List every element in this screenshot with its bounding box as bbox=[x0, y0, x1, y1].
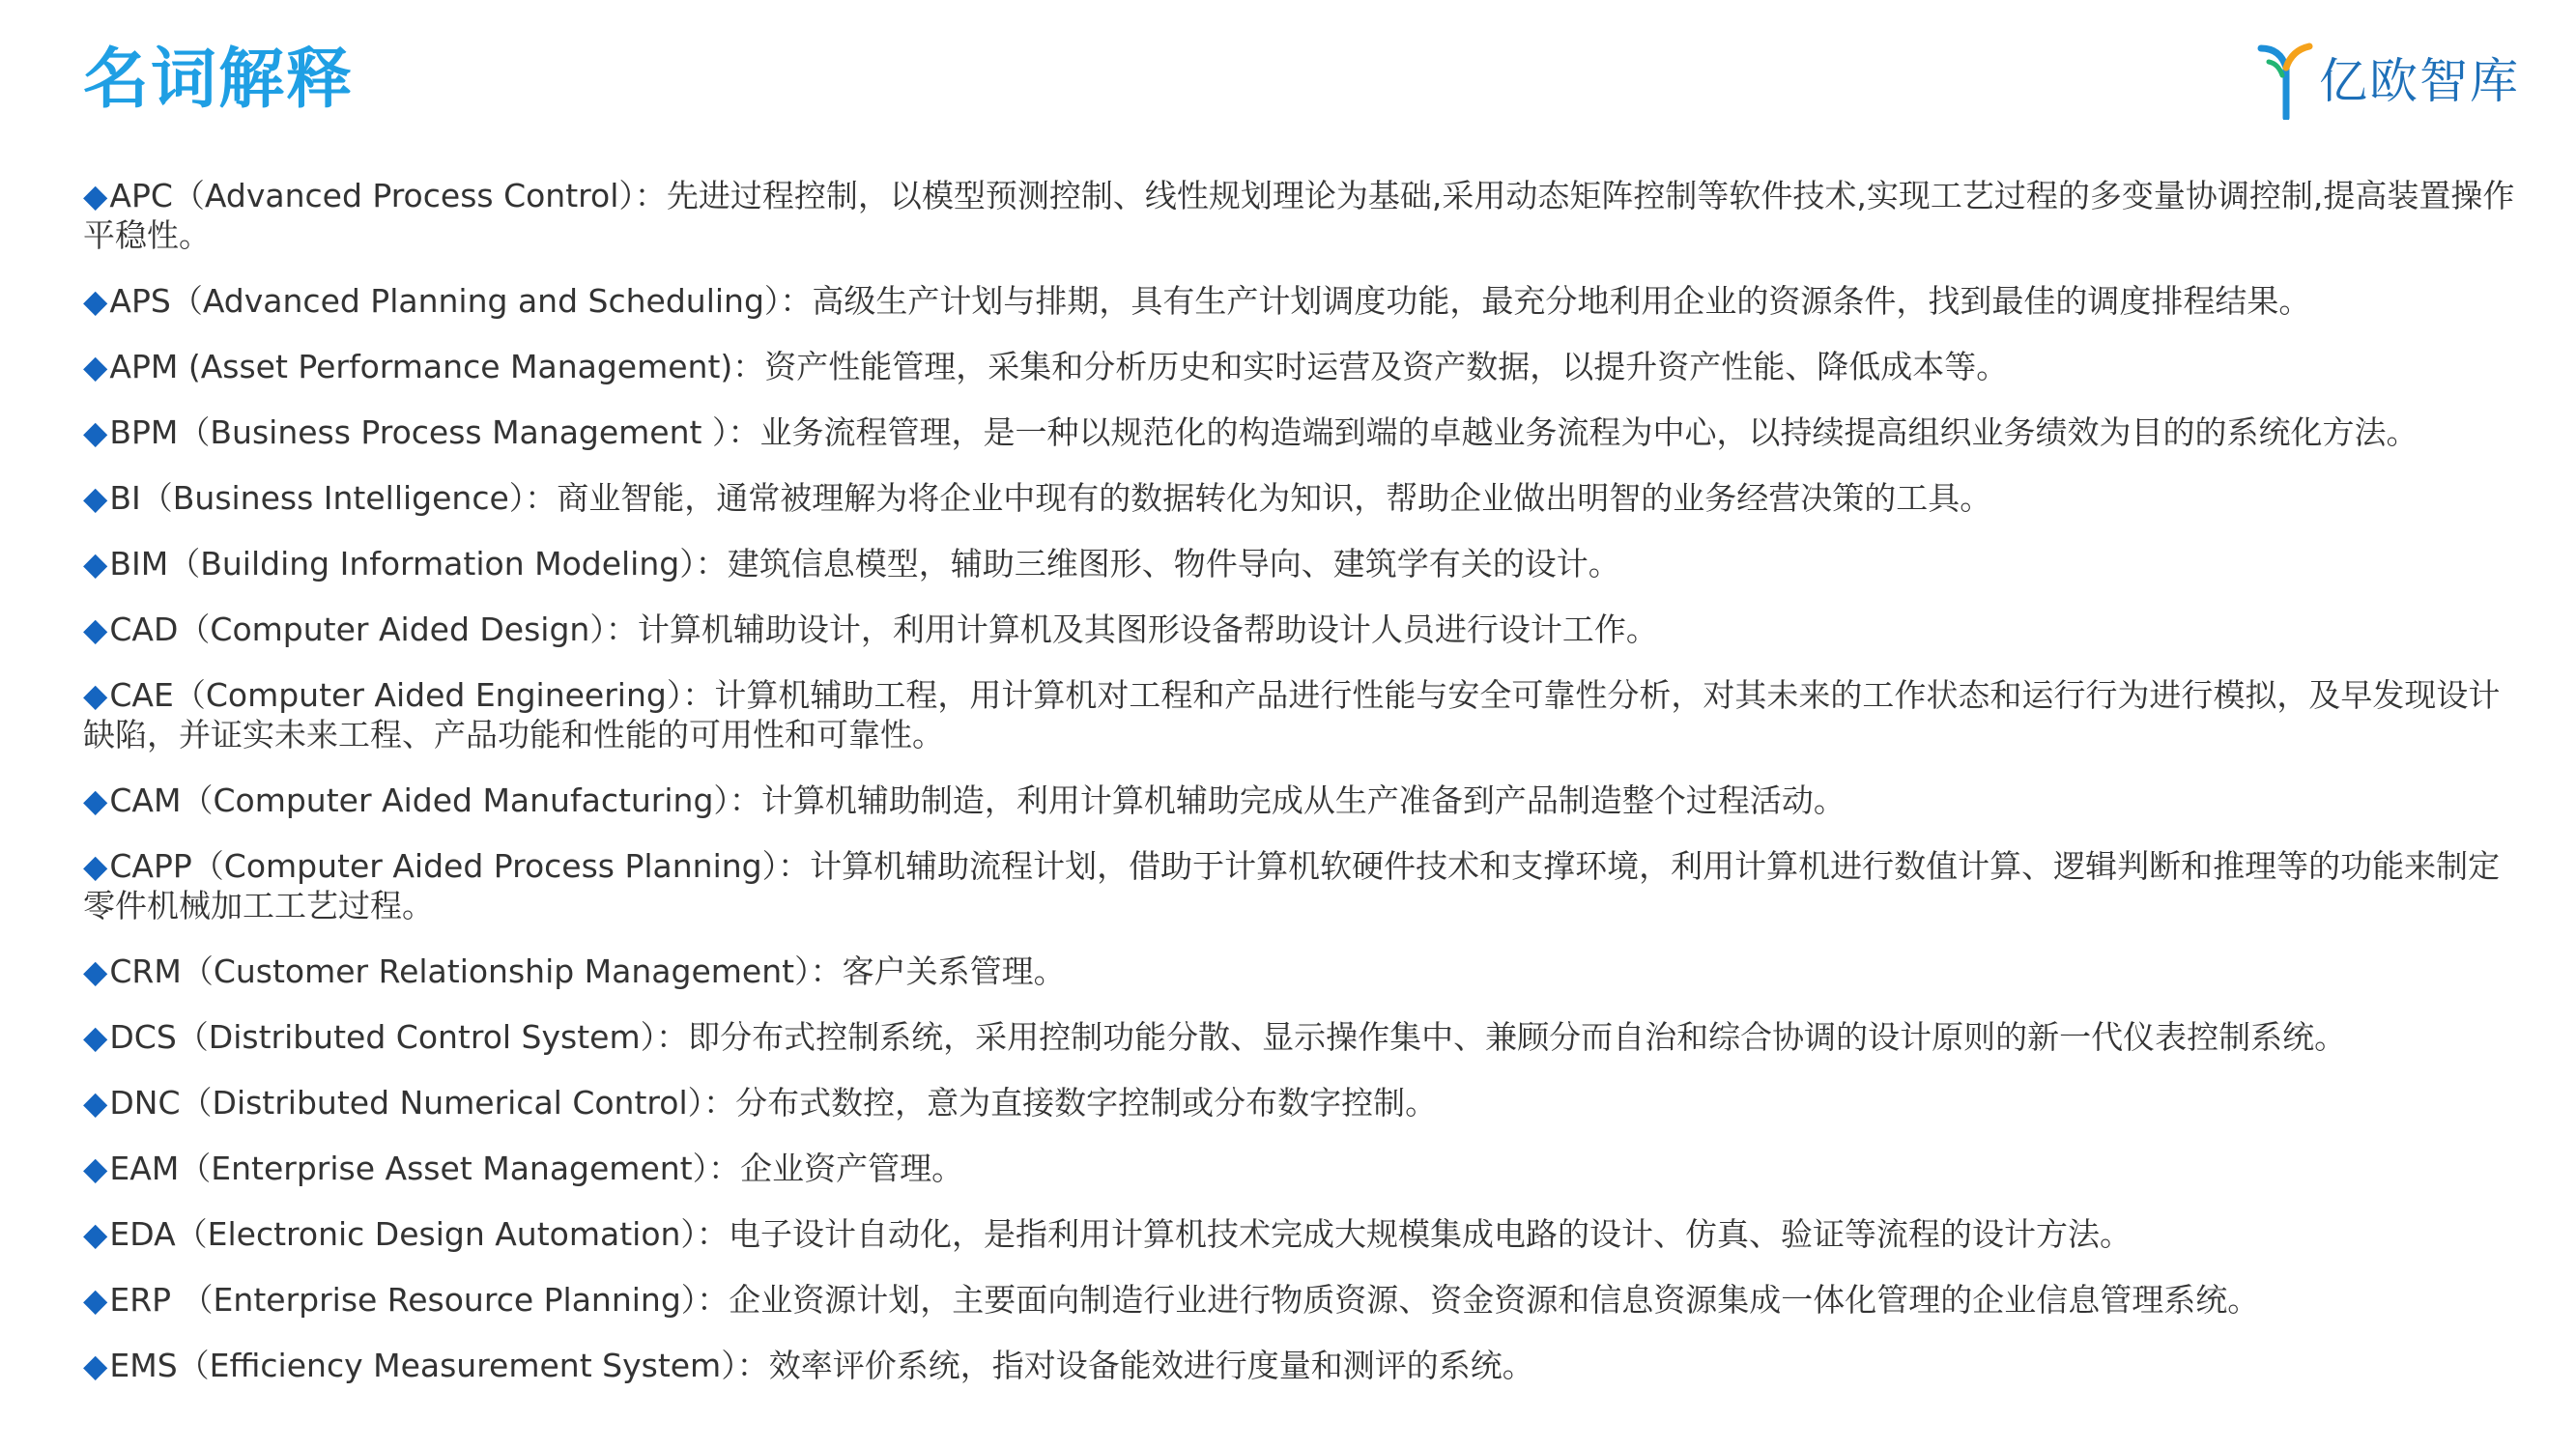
glossary-item bbox=[83, 675, 2524, 754]
glossary-item bbox=[83, 478, 2524, 518]
glossary-term: CAD（Computer Aided Design）： bbox=[109, 611, 638, 648]
glossary-term: DNC（Distributed Numerical Control）： bbox=[109, 1084, 736, 1122]
glossary-list bbox=[83, 176, 2524, 1411]
diamond-bullet-icon: ◆ bbox=[83, 611, 108, 648]
diamond-bullet-icon: ◆ bbox=[83, 282, 108, 320]
glossary-term: CAM（Computer Aided Manufacturing）： bbox=[109, 781, 761, 819]
glossary-definition: 分布式数控，意为直接数字控制或分布数字控制。 bbox=[735, 1084, 1438, 1122]
diamond-bullet-icon: ◆ bbox=[83, 413, 108, 451]
glossary-definition: 高级生产计划与排期，具有生产计划调度功能，最充分地利用企业的资源条件，找到最佳的调度排程结果。 bbox=[812, 282, 2311, 320]
glossary-term: BPM（Business Process Management ）： bbox=[109, 413, 760, 451]
glossary-term: CAPP（Computer Aided Process Planning）： bbox=[109, 847, 811, 885]
glossary-definition: 企业资产管理。 bbox=[740, 1150, 964, 1187]
glossary-term: EDA（Electronic Design Automation）： bbox=[109, 1215, 729, 1253]
glossary-definition: 资产性能管理，采集和分析历史和实时运营及资产数据，以提升资产性能、降低成本等。 bbox=[764, 348, 2009, 385]
diamond-bullet-icon: ◆ bbox=[83, 348, 108, 385]
glossary-term: APS（Advanced Planning and Scheduling）： bbox=[109, 282, 813, 320]
glossary-item bbox=[83, 846, 2524, 925]
glossary-definition: 业务流程管理，是一种以规范化的构造端到端的卓越业务流程为中心，以持续提高组织业务绩效为目的的系统化方法。 bbox=[759, 413, 2419, 451]
glossary-term: BIM（Building Information Modeling）： bbox=[109, 545, 728, 582]
diamond-bullet-icon: ◆ bbox=[83, 1347, 108, 1384]
brand-logo bbox=[2257, 41, 2537, 122]
glossary-item bbox=[83, 281, 2524, 321]
diamond-bullet-icon: ◆ bbox=[83, 177, 108, 214]
diamond-bullet-icon: ◆ bbox=[83, 1215, 108, 1253]
diamond-bullet-icon: ◆ bbox=[83, 676, 108, 714]
glossary-item bbox=[83, 1149, 2524, 1188]
yiou-logo-icon bbox=[2257, 43, 2313, 120]
glossary-item bbox=[83, 781, 2524, 820]
glossary-item bbox=[83, 176, 2524, 255]
glossary-definition: 先进过程控制，以模型预测控制、线性规划理论为基础,采用动态矩阵控制等软件技术,实现工艺过程的多变量协调控制,提高装置操作平稳性。 bbox=[83, 177, 2515, 254]
glossary-item bbox=[83, 1346, 2524, 1385]
glossary-definition: 企业资源计划，主要面向制造行业进行物质资源、资金资源和信息资源集成一体化管理的企业信息管理系统。 bbox=[729, 1281, 2260, 1319]
glossary-definition: 计算机辅助制造，利用计算机辅助完成从生产准备到产品制造整个过程活动。 bbox=[760, 781, 1846, 819]
diamond-bullet-icon: ◆ bbox=[83, 1281, 108, 1319]
glossary-item bbox=[83, 1214, 2524, 1254]
glossary-term: APC（Advanced Process Control）： bbox=[109, 177, 667, 214]
glossary-term: CRM（Customer Relationship Management）： bbox=[109, 952, 843, 990]
glossary-definition: 计算机辅助工程，用计算机对工程和产品进行性能与安全可靠性分析，对其未来的工作状态和运行行为进行模拟，及早发现设计缺陷，并证实未来工程、产品功能和性能的可用性和可靠性。 bbox=[83, 676, 2501, 753]
diamond-bullet-icon: ◆ bbox=[83, 781, 108, 819]
glossary-term: ERP （Enterprise Resource Planning）： bbox=[109, 1281, 730, 1319]
diamond-bullet-icon: ◆ bbox=[83, 847, 108, 885]
glossary-definition: 商业智能，通常被理解为将企业中现有的数据转化为知识，帮助企业做出明智的业务经营决策的工具。 bbox=[557, 479, 1992, 517]
glossary-item bbox=[83, 952, 2524, 991]
glossary-item bbox=[83, 412, 2524, 452]
glossary-term: DCS（Distributed Control System）： bbox=[109, 1018, 689, 1056]
glossary-item bbox=[83, 1280, 2524, 1320]
glossary-term: BI（Business Intelligence）： bbox=[109, 479, 558, 517]
glossary-definition: 即分布式控制系统，采用控制功能分散、显示操作集中、兼顾分而自治和综合协调的设计原则的新一代仪表控制系统。 bbox=[688, 1018, 2347, 1056]
glossary-definition: 效率评价系统，指对设备能效进行度量和测评的系统。 bbox=[768, 1347, 1534, 1384]
glossary-definition: 客户关系管理。 bbox=[842, 952, 1066, 990]
page-title: 名词解释 bbox=[83, 42, 355, 118]
diamond-bullet-icon: ◆ bbox=[83, 1018, 108, 1056]
glossary-item bbox=[83, 1017, 2524, 1057]
diamond-bullet-icon: ◆ bbox=[83, 545, 108, 582]
glossary-term: APM (Asset Performance Management)： bbox=[109, 348, 765, 385]
glossary-definition: 电子设计自动化，是指利用计算机技术完成大规模集成电路的设计、仿真、验证等流程的设计方法。 bbox=[728, 1215, 2132, 1253]
diamond-bullet-icon: ◆ bbox=[83, 479, 108, 517]
glossary-definition: 计算机辅助流程计划，借助于计算机软硬件技术和支撑环境，利用计算机进行数值计算、逻辑判断和推理等的功能来制定零件机械加工工艺过程。 bbox=[83, 847, 2501, 924]
glossary-term: CAE（Computer Aided Engineering）： bbox=[109, 676, 715, 714]
glossary-term: EAM（Enterprise Asset Management）： bbox=[109, 1150, 741, 1187]
diamond-bullet-icon: ◆ bbox=[83, 1150, 108, 1187]
glossary-definition: 计算机辅助设计，利用计算机及其图形设备帮助设计人员进行设计工作。 bbox=[637, 611, 1658, 648]
glossary-item bbox=[83, 1083, 2524, 1122]
diamond-bullet-icon: ◆ bbox=[83, 1084, 108, 1122]
glossary-definition: 建筑信息模型，辅助三维图形、物件导向、建筑学有关的设计。 bbox=[727, 545, 1620, 582]
glossary-item bbox=[83, 347, 2524, 386]
glossary-item bbox=[83, 610, 2524, 649]
glossary-item bbox=[83, 544, 2524, 583]
glossary-term: EMS（Efficiency Measurement System）： bbox=[109, 1347, 769, 1384]
logo-text: 亿欧智库 bbox=[2319, 53, 2520, 109]
diamond-bullet-icon: ◆ bbox=[83, 952, 108, 990]
